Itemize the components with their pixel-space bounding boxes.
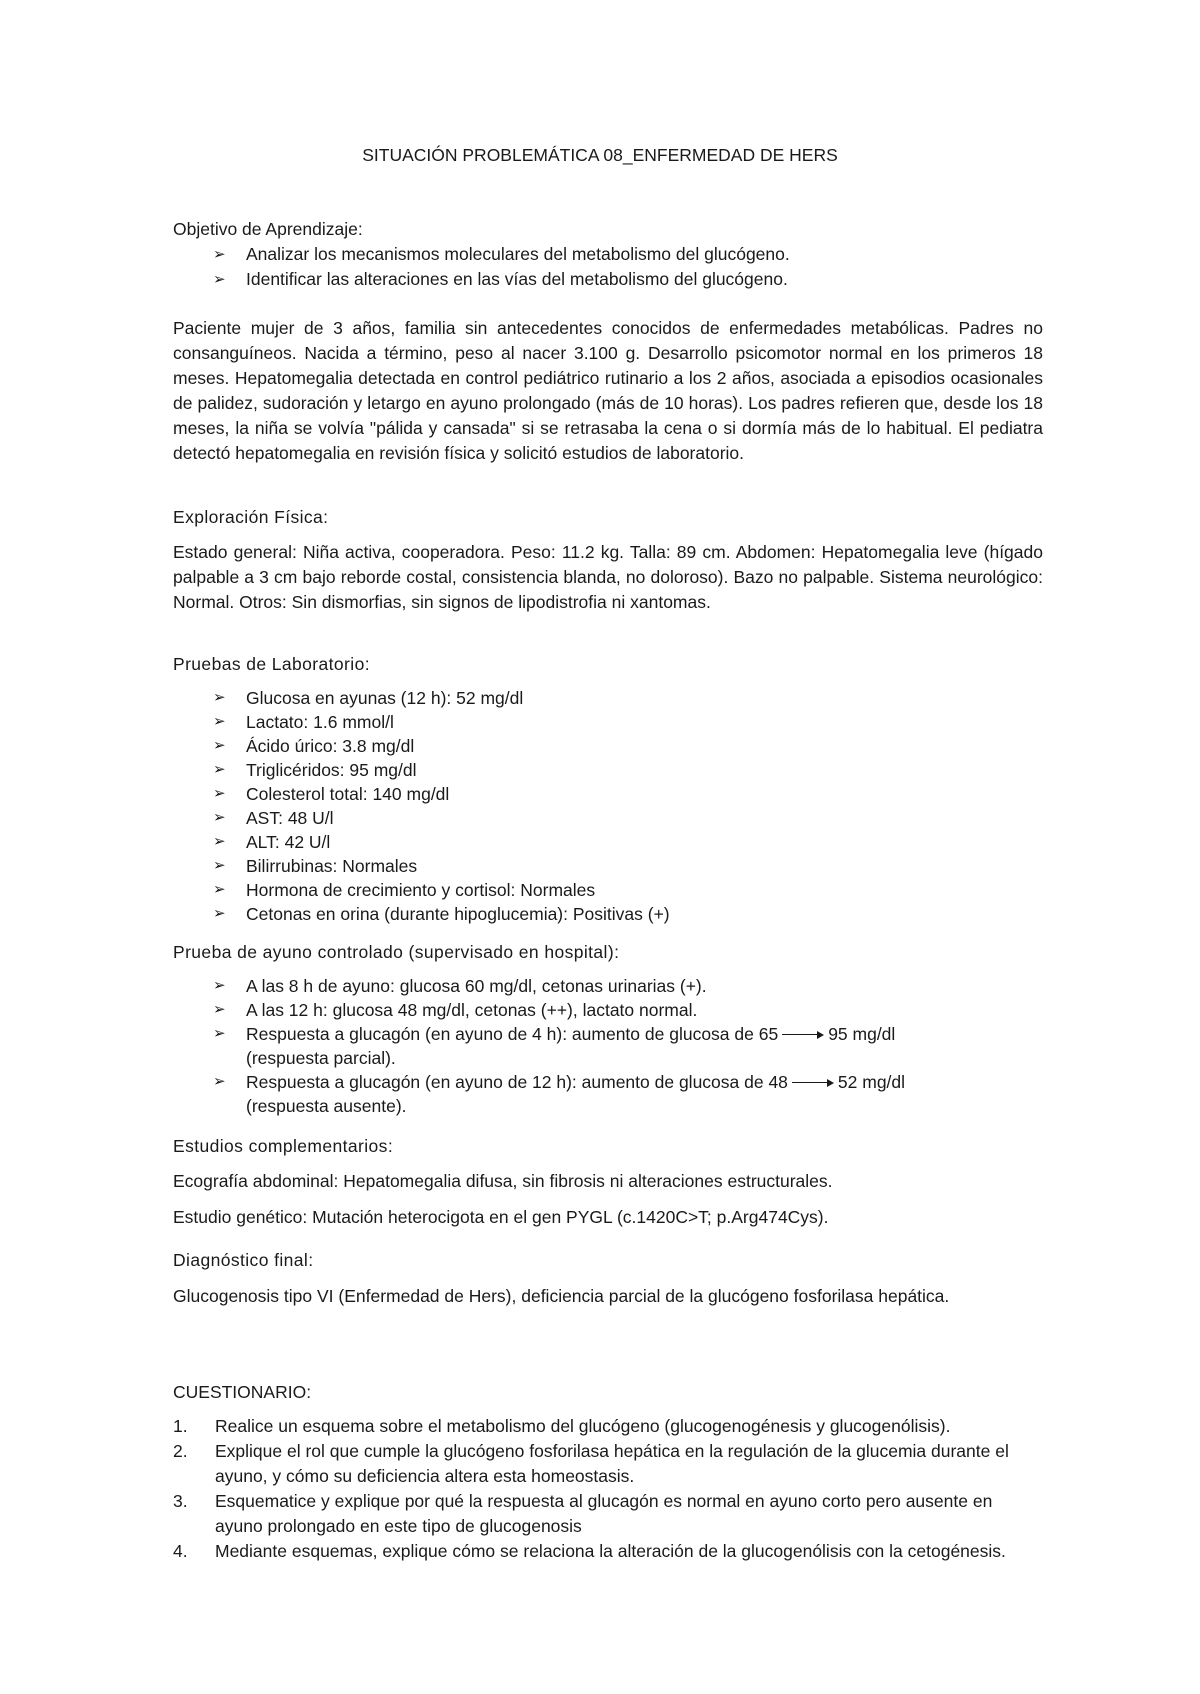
- list-item: ➢ Identificar las alteraciones en las vías del metabolismo del glucógeno.: [173, 267, 1043, 292]
- ecografia-text: Ecografía abdominal: Hepatomegalia difusa, sin fibrosis ni alteraciones estructurales.: [173, 1171, 833, 1191]
- arrow-bullet-icon: ➢: [213, 689, 226, 706]
- objetivo-section: [173, 217, 1043, 292]
- cuestionario-heading: CUESTIONARIO:: [173, 1382, 312, 1402]
- exploracion-text: Estado general: Niña activa, cooperadora. Peso: 11.2 kg. Talla: 89 cm. Abdomen: Hepatomegalia leve (hígado palpable a 3 cm bajo reborde costal, consistencia blanda, no doloroso). Bazo no palpable. Sistema neurológico: Normal. Otros: Sin dismorfias, sin signos de lipodistrofia ni xantomas.: [173, 542, 1043, 612]
- list-item: ➢ Lactato: 1.6 mmol/l: [213, 712, 394, 732]
- arrow-bullet-icon: ➢: [213, 761, 226, 778]
- laboratorio-list: [173, 686, 1043, 926]
- list-item: ➢ AST: 48 U/l: [213, 808, 334, 828]
- cuestionario-list: [173, 1414, 1023, 1564]
- document-title: SITUACIÓN PROBLEMÁTICA 08_ENFERMEDAD DE HERS: [362, 145, 838, 165]
- complementarios-heading: Estudios complementarios:: [173, 1136, 394, 1156]
- list-item: ➢ A las 12 h: glucosa 48 mg/dl, cetonas (++), lactato normal.: [213, 1000, 698, 1020]
- laboratorio-section: [173, 652, 1043, 926]
- list-item: ➢ Hormona de crecimiento y cortisol: Normales: [213, 880, 596, 900]
- list-item: ➢ Respuesta a glucagón (en ayuno de 4 h): aumento de glucosa de 65 95 mg/dl (respuesta parcial).: [213, 1024, 896, 1068]
- ayuno-list: [173, 974, 1043, 1118]
- right-arrow-icon: [782, 1030, 824, 1040]
- arrow-bullet-icon: ➢: [213, 271, 226, 288]
- list-item: ➢ Colesterol total: 140 mg/dl: [213, 784, 450, 804]
- question-item: 1. Realice un esquema sobre el metabolismo del glucógeno (glucogenogénesis y glucogenólisis).: [173, 1416, 951, 1436]
- arrow-bullet-icon: ➢: [213, 881, 226, 898]
- arrow-bullet-icon: ➢: [213, 833, 226, 850]
- genetico-text: Estudio genético: Mutación heterocigota en el gen PYGL (c.1420C>T; p.Arg474Cys).: [173, 1207, 829, 1227]
- cuestionario-section: [173, 1380, 1043, 1564]
- ayuno-heading: Prueba de ayuno controlado (supervisado en hospital):: [173, 942, 620, 962]
- arrow-bullet-icon: ➢: [213, 1073, 226, 1090]
- complementarios-section: [173, 1134, 1043, 1230]
- list-item: ➢ Triglicéridos: 95 mg/dl: [213, 760, 417, 780]
- exploracion-heading: Exploración Física:: [173, 507, 329, 527]
- case-paragraph: Paciente mujer de 3 años, familia sin antecedentes conocidos de enfermedades metabólicas. Padres no consanguíneos. Nacida a término, peso al nacer 3.100 g. Desarrollo psicomotor normal en los primeros 18 meses. Hepatomegalia detectada en control pediátrico rutinario a los 2 años, asociada a episodios ocasionales de palidez, sudoración y letargo en ayuno prolongado (más de 10 horas). Los padres refieren que, desde los 18 meses, la niña se volvía "pálida y cansada" si se retrasaba la cena o si dormía más de lo habitual. El pediatra detectó hepatomegalia en revisión física y solicitó estudios de laboratorio.: [173, 318, 1043, 463]
- arrow-bullet-icon: ➢: [213, 713, 226, 730]
- exploracion-section: [173, 505, 1043, 615]
- diagnostico-section: [173, 1248, 1043, 1309]
- list-item: ➢ Cetonas en orina (durante hipoglucemia): Positivas (+): [213, 904, 670, 924]
- diagnostico-text: Glucogenosis tipo VI (Enfermedad de Hers), deficiencia parcial de la glucógeno fosforilasa hepática.: [173, 1286, 950, 1306]
- question-item: 4. Mediante esquemas, explique cómo se relaciona la alteración de la glucogenólisis con la cetogénesis.: [173, 1541, 1006, 1561]
- arrow-bullet-icon: ➢: [213, 977, 226, 994]
- arrow-bullet-icon: ➢: [213, 1025, 226, 1042]
- ayuno-section: [173, 940, 1043, 1118]
- list-item: ➢ Analizar los mecanismos moleculares del metabolismo del glucógeno.: [173, 242, 1043, 267]
- list-item: ➢ A las 8 h de ayuno: glucosa 60 mg/dl, cetonas urinarias (+).: [213, 976, 707, 996]
- list-item: ➢ ALT: 42 U/l: [213, 832, 331, 852]
- laboratorio-heading: Pruebas de Laboratorio:: [173, 654, 370, 674]
- right-arrow-icon: [792, 1078, 834, 1088]
- objetivo-heading: Objetivo de Aprendizaje:: [173, 219, 363, 239]
- list-item: ➢ Ácido úrico: 3.8 mg/dl: [213, 736, 415, 756]
- arrow-bullet-icon: ➢: [213, 785, 226, 802]
- arrow-bullet-icon: ➢: [213, 246, 226, 263]
- arrow-bullet-icon: ➢: [213, 905, 226, 922]
- question-item: 3. Esquematice y explique por qué la respuesta al glucagón es normal en ayuno corto pero ausente en ayuno prolongado en este tipo de glucogenosis: [173, 1491, 993, 1536]
- list-item: ➢ Bilirrubinas: Normales: [213, 856, 418, 876]
- arrow-bullet-icon: ➢: [213, 737, 226, 754]
- arrow-bullet-icon: ➢: [213, 1001, 226, 1018]
- list-item: ➢ Respuesta a glucagón (en ayuno de 12 h): aumento de glucosa de 48 52 mg/dl (respuesta ausente).: [213, 1072, 906, 1116]
- diagnostico-heading: Diagnóstico final:: [173, 1250, 314, 1270]
- arrow-bullet-icon: ➢: [213, 809, 226, 826]
- arrow-bullet-icon: ➢: [213, 857, 226, 874]
- question-item: 2. Explique el rol que cumple la glucógeno fosforilasa hepática en la regulación de la glucemia durante el ayuno, y cómo su deficiencia altera esta homeostasis.: [173, 1441, 1009, 1486]
- list-item: ➢ Glucosa en ayunas (12 h): 52 mg/dl: [213, 688, 524, 708]
